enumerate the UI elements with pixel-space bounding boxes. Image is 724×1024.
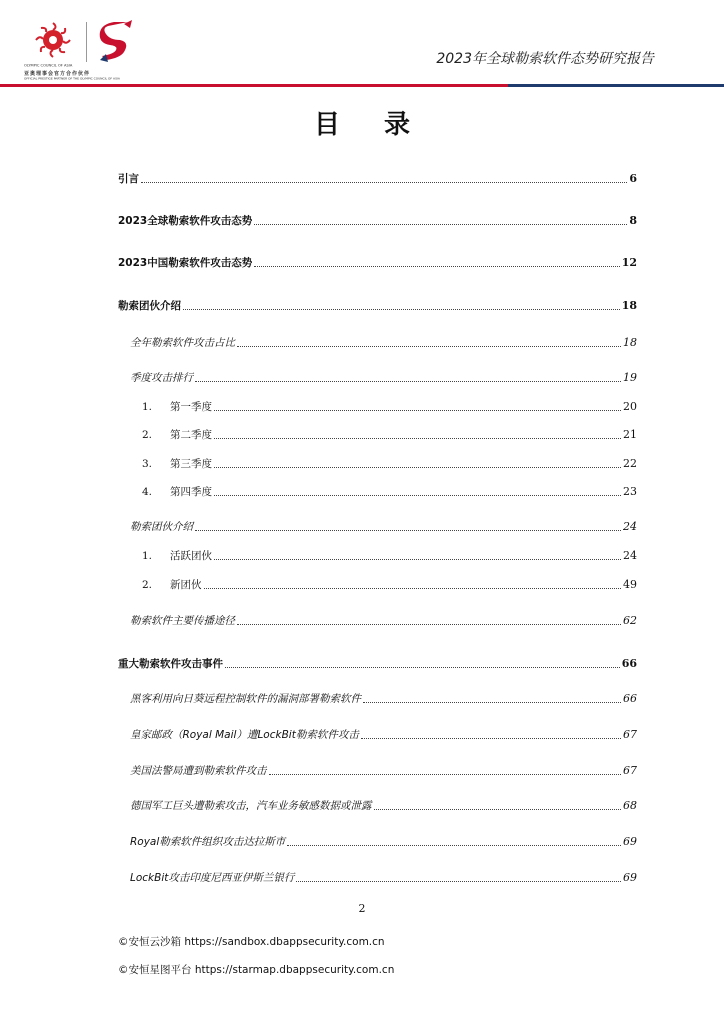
- toc-entry-number: 2.: [142, 579, 153, 591]
- toc-entry[interactable]: [142, 547, 637, 563]
- logo-caption-cn: 亚奥理事会官方合作伙伴: [24, 71, 91, 77]
- toc-entry-text: 新团伙: [170, 579, 202, 591]
- toc-entry[interactable]: [142, 398, 637, 414]
- toc-entry-text: 季度攻击排行: [130, 372, 193, 384]
- toc-dot-leader: [269, 774, 622, 775]
- toc-entry[interactable]: [130, 869, 637, 885]
- toc-entry-label: [130, 692, 361, 706]
- toc-entry-page: 24: [623, 520, 637, 533]
- toc-entry-text: 第三季度: [170, 458, 212, 470]
- toc-entry[interactable]: [142, 426, 637, 442]
- toc-entry-text: 勒索团伙介绍: [118, 300, 181, 312]
- toc-dot-leader: [254, 266, 619, 267]
- toc-entry-label: [130, 728, 359, 742]
- logo-caption-en: OLYMPIC COUNCIL OF ASIA: [24, 63, 73, 68]
- table-of-contents: [118, 0, 637, 1024]
- toc-dot-leader: [195, 530, 621, 531]
- toc-entry-label: [118, 299, 181, 313]
- toc-entry-page: 62: [623, 614, 637, 627]
- toc-entry[interactable]: [118, 170, 637, 186]
- toc-entry-text: 引言: [118, 173, 139, 185]
- toc-entry-page: 18: [623, 336, 637, 349]
- toc-entry[interactable]: [130, 797, 637, 813]
- toc-entry-page: 19: [623, 371, 637, 384]
- toc-entry-number: 3.: [142, 458, 153, 470]
- toc-entry-label: [142, 428, 212, 442]
- toc-entry[interactable]: [130, 518, 637, 534]
- toc-entry-label: [130, 520, 193, 534]
- toc-dot-leader: [214, 438, 621, 439]
- toc-entry-page: 6: [629, 172, 637, 185]
- toc-entry-page: 69: [623, 835, 637, 848]
- toc-entry-label: [142, 457, 212, 471]
- toc-entry-label: [130, 371, 193, 385]
- toc-entry-page: 67: [623, 764, 637, 777]
- toc-entry-text: 德国军工巨头遭勒索攻击，汽车业务敏感数据或泄露: [130, 800, 372, 812]
- toc-dot-leader: [374, 809, 622, 810]
- toc-entry-text: 第四季度: [170, 486, 212, 498]
- toc-entry-number: 1.: [142, 550, 153, 562]
- toc-dot-leader: [287, 845, 621, 846]
- toc-entry-text: 2023中国勒索软件攻击态势: [118, 257, 253, 269]
- toc-entry-label: [118, 172, 139, 186]
- toc-entry-page: 68: [623, 799, 637, 812]
- page-number: 2: [358, 902, 366, 915]
- toc-entry-label: [142, 485, 212, 499]
- toc-entry-label: [142, 400, 212, 414]
- footer-starmap-link[interactable]: ©安恒星图平台 https://starmap.dbappsecurity.com.cn: [118, 964, 395, 976]
- toc-entry-page: 18: [621, 299, 637, 312]
- toc-dot-leader: [296, 881, 621, 882]
- toc-entry[interactable]: [118, 212, 637, 228]
- toc-entry[interactable]: [130, 612, 637, 628]
- toc-entry-page: 8: [629, 214, 637, 227]
- toc-entry-label: [130, 871, 294, 885]
- toc-dot-leader: [237, 624, 621, 625]
- toc-entry-label: [118, 657, 223, 671]
- toc-entry-text: 全年勒索软件攻击占比: [130, 337, 235, 349]
- toc-entry-label: [118, 256, 252, 270]
- toc-entry-page: 49: [623, 578, 637, 591]
- logo-divider: [86, 22, 87, 62]
- toc-entry-label: [142, 549, 212, 563]
- toc-entry[interactable]: [142, 576, 637, 592]
- toc-entry-number: 4.: [142, 486, 153, 498]
- toc-entry-label: [118, 214, 252, 228]
- toc-dot-leader: [214, 410, 621, 411]
- toc-entry-text: LockBit攻击印度尼西亚伊斯兰银行: [130, 872, 295, 884]
- toc-entry[interactable]: [130, 369, 637, 385]
- toc-entry-text: 皇家邮政（Royal Mail）遭LockBit勒索软件攻击: [130, 729, 359, 741]
- toc-entry-page: 23: [623, 485, 637, 498]
- toc-entry-page: 69: [623, 871, 637, 884]
- toc-entry-page: 66: [623, 692, 637, 705]
- toc-entry-number: 2.: [142, 429, 153, 441]
- toc-entry-text: 第二季度: [170, 429, 212, 441]
- toc-dot-leader: [225, 667, 620, 668]
- toc-entry-text: 重大勒索软件攻击事件: [118, 658, 223, 670]
- toc-entry[interactable]: [130, 726, 637, 742]
- toc-entry-text: Royal勒索软件组织攻击达拉斯市: [130, 836, 286, 848]
- report-title: 2023年全球勒索软件态势研究报告: [436, 51, 654, 67]
- toc-dot-leader: [204, 588, 622, 589]
- toc-entry[interactable]: [130, 334, 637, 350]
- toc-entry[interactable]: [118, 254, 637, 270]
- toc-entry[interactable]: [142, 483, 637, 499]
- toc-entry-page: 67: [623, 728, 637, 741]
- toc-entry-text: 活跃团伙: [170, 550, 212, 562]
- toc-entry-text: 勒索软件主要传播途径: [130, 615, 235, 627]
- toc-entry[interactable]: [130, 762, 637, 778]
- toc-dot-leader: [214, 467, 621, 468]
- toc-entry-number: 1.: [142, 401, 153, 413]
- toc-entry-label: [130, 799, 372, 813]
- toc-entry-page: 22: [623, 457, 637, 470]
- toc-dot-leader: [195, 381, 621, 382]
- toc-entry-page: 24: [623, 549, 637, 562]
- toc-entry-label: [130, 336, 235, 350]
- toc-entry[interactable]: [118, 655, 637, 671]
- toc-entry-text: 第一季度: [170, 401, 212, 413]
- toc-dot-leader: [254, 224, 627, 225]
- toc-dot-leader: [237, 346, 621, 347]
- toc-dot-leader: [363, 702, 621, 703]
- logo-caption-en2: OFFICIAL PRESTIGE PARTNER OF THE OLYMPIC COUNCIL OF ASIA: [24, 77, 120, 81]
- toc-dot-leader: [361, 738, 621, 739]
- toc-dot-leader: [214, 495, 621, 496]
- toc-entry-label: [130, 614, 235, 628]
- oca-sun-logo-icon: [30, 18, 76, 64]
- toc-entry-text: 勒索团伙介绍: [130, 521, 193, 533]
- toc-title: 目录: [313, 110, 454, 140]
- footer-sandbox-link[interactable]: ©安恒云沙箱 https://sandbox.dbappsecurity.com.cn: [118, 936, 385, 948]
- toc-entry-label: [130, 835, 285, 849]
- toc-entry[interactable]: [130, 690, 637, 706]
- toc-entry[interactable]: [130, 833, 637, 849]
- toc-entry-page: 20: [623, 400, 637, 413]
- toc-dot-leader: [214, 559, 621, 560]
- toc-dot-leader: [183, 309, 620, 310]
- toc-entry[interactable]: [118, 297, 637, 313]
- toc-dot-leader: [141, 182, 627, 183]
- toc-entry-text: 2023全球勒索软件攻击态势: [118, 215, 253, 227]
- toc-entry-page: 21: [623, 428, 637, 441]
- toc-entry-label: [142, 578, 202, 592]
- toc-entry-text: 美国法警局遭到勒索软件攻击: [130, 765, 267, 777]
- toc-entry-page: 66: [621, 657, 637, 670]
- toc-entry-page: 12: [621, 256, 637, 269]
- toc-entry[interactable]: [142, 455, 637, 471]
- toc-entry-label: [130, 764, 267, 778]
- toc-entry-text: 黑客利用向日葵远程控制软件的漏洞部署勒索软件: [130, 693, 361, 705]
